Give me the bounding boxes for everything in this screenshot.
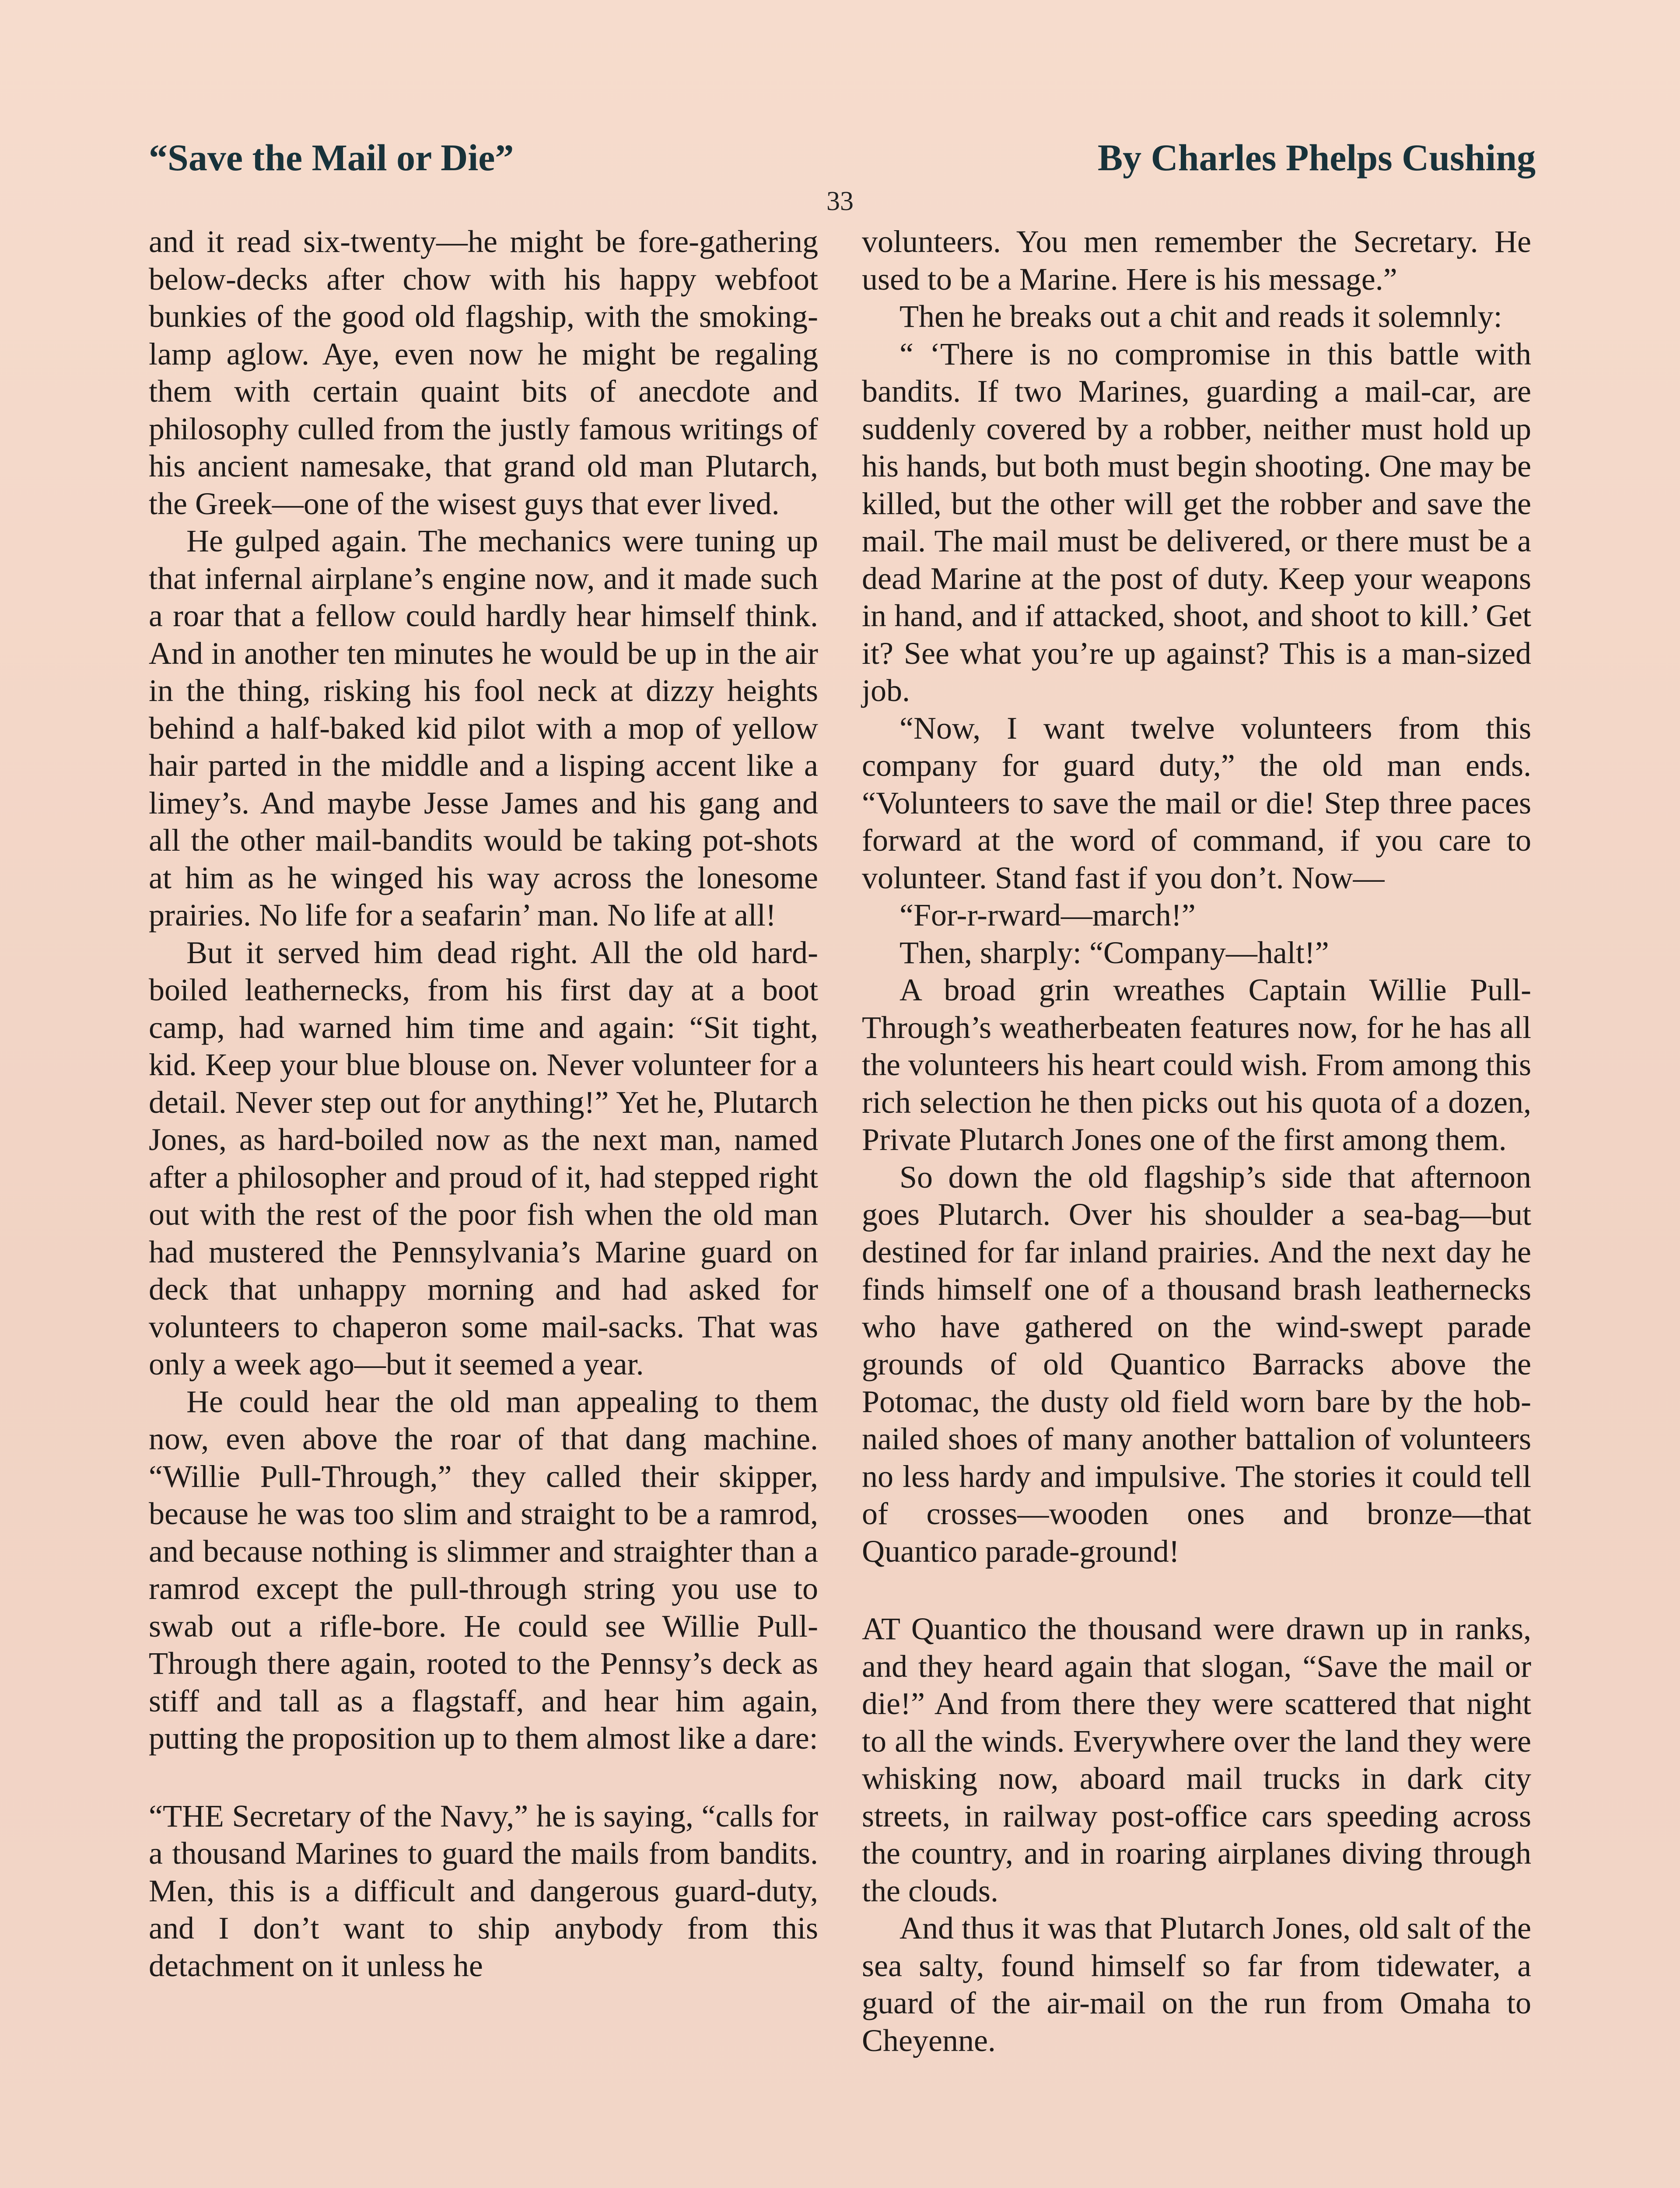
byline: By Charles Phelps Cushing (1097, 137, 1536, 179)
paragraph: “Now, I want twelve volunteers from this company for guard duty,” the old man ends. “Volunteers to save the mail or die! Step three paces forward at the word of command, if you care to volunteer. Stand fast if you don’t. Now— (862, 710, 1531, 895)
paragraph: “For-r-rward—march!” (900, 898, 1196, 933)
page-number: 33 (826, 186, 854, 216)
story-title: “Save the Mail or Die” (149, 137, 514, 179)
paragraph: “THE Secretary of the Navy,” he is saying, “calls for a thousand Marines to guard the mails from bandits. Men, this is a difficult and dangerous guard-duty, and I don’t want to ship anybody from this detachment on it unless he (149, 1798, 818, 1983)
right-column (862, 223, 1531, 2059)
left-column (149, 223, 818, 1985)
paragraph: He gulped again. The mechanics were tuning up that infernal airplane’s engine now, and it made such a roar that a fellow could hardly hear himself think. And in another ten minutes he would be up in the air in the thing, risking his fool neck at dizzy heights behind a half-baked kid pilot with a mop of yellow hair parted in the middle and a lisping accent like a limey’s. And maybe Jesse James and his gang and all the other mail-bandits would be taking pot-shots at him as he winged his way across the lonesome prairies. No life for a seafarin’ man. No life at all! (149, 523, 818, 933)
paragraph: A broad grin wreathes Captain Willie Pull-Through’s weatherbeaten features now, for he has all the volunteers his heart could wish. From among this rich selection he then picks out his quota of a dozen, Private Plutarch Jones one of the first among them. (862, 972, 1531, 1157)
paragraph: He could hear the old man appealing to them now, even above the roar of that dang machine. “Willie Pull-Through,” they called their skipper, because he was too slim and straight to be a ramrod, and because nothing is slimmer and straighter than a ramrod except the pull-through string you use to swab out a rifle-bore. He could see Willie Pull-Through there again, rooted to the Pennsy’s deck as stiff and tall as a flagstaff, and hear him again, putting the proposition up to them almost like a dare: (149, 1384, 818, 1756)
paragraph: “ ‘There is no compromise in this battle with bandits. If two Marines, guarding a mail-car, are suddenly covered by a robber, neither must hold up his hands, but both must begin shooting. One may be killed, but the other will get the robber and save the mail. The mail must be delivered, or there must be a dead Marine at the post of duty. Keep your weapons in hand, and if attacked, shoot, and shoot to kill.’ Get it? See what you’re up against? This is a man-sized job. (862, 336, 1531, 708)
paragraph: And thus it was that Plutarch Jones, old salt of the sea salty, found himself so far from tidewater, a guard of the air-mail on the run from Omaha to Cheyenne. (862, 1911, 1531, 2058)
paragraph: So down the old flagship’s side that afternoon goes Plutarch. Over his shoulder a sea-bag—but destined for far inland prairies. And the next day he finds himself one of a thousand brash leathernecks who have gathered on the wind-swept parade grounds of old Quantico Barracks above the Potomac, the dusty old field worn bare by the hob-nailed shoes of many another battalion of volunteers no less hardy and impulsive. The stories it could tell of crosses—wooden ones and bronze—that Quantico parade-ground! (862, 1159, 1531, 1569)
paragraph: Then, sharply: “Company—halt!” (900, 935, 1329, 970)
paragraph: Then he breaks out a chit and reads it solemnly: (900, 299, 1502, 334)
paragraph: and it read six-twenty—he might be fore-gathering below-decks after chow with his happy webfoot bunkies of the good old flagship, with the smoking-lamp aglow. Aye, even now he might be regaling them with certain quaint bits of anecdote and philosophy culled from the justly famous writings of his ancient namesake, that grand old man Plutarch, the Greek—one of the wisest guys that ever lived. (149, 224, 818, 521)
paragraph: AT Quantico the thousand were drawn up in ranks, and they heard again that slogan, “Save the mail or die!” And from there they were scattered that night to all the winds. Everywhere over the land they were whisking now, aboard mail trucks in dark city streets, in railway post-office cars speeding across the country, and in roaring airplanes diving through the clouds. (862, 1611, 1531, 1908)
paragraph: volunteers. You men remember the Secretary. He used to be a Marine. Here is his message.” (862, 224, 1531, 297)
paragraph: But it served him dead right. All the old hard-boiled leathernecks, from his first day at a boot camp, had warned him time and again: “Sit tight, kid. Keep your blue blouse on. Never volunteer for a detail. Never step out for anything!” Yet he, Plutarch Jones, as hard-boiled now as the next man, named after a philosopher and proud of it, had stepped right out with the rest of the poor fish when the old man had mustered the Pennsylvania’s Marine guard on deck that unhappy morning and had asked for volunteers to chaperon some mail-sacks. That was only a week ago—but it seemed a year. (149, 935, 818, 1382)
running-head (149, 131, 1536, 179)
